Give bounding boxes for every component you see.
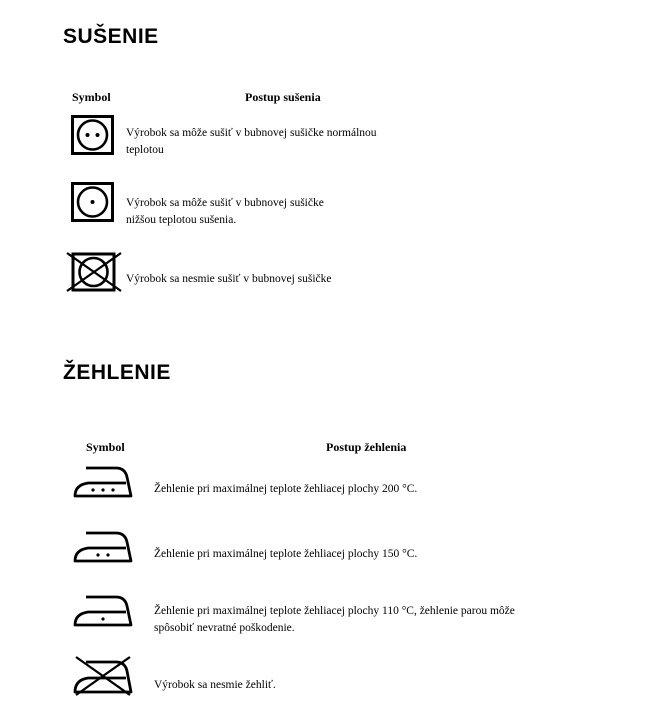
do-not-iron-icon bbox=[70, 655, 136, 697]
drying-row-2-line-2: nižšou teplotou sušenia. bbox=[126, 214, 237, 226]
drying-row-1-line-1: Výrobok sa môže sušiť v bubnovej sušičke normálnou bbox=[126, 127, 377, 139]
drying-row-1-line-2: teplotou bbox=[126, 144, 164, 156]
do-not-tumble-dry-icon bbox=[66, 251, 122, 293]
drying-heading: SUŠENIE bbox=[63, 25, 159, 48]
ironing-row-3-line-2: spôsobiť nevratné poškodenie. bbox=[154, 622, 295, 634]
drying-row-1-description bbox=[126, 125, 377, 159]
ironing-heading: ŽEHLENIE bbox=[63, 361, 171, 384]
ironing-symbol-column-header: Symbol bbox=[86, 440, 125, 454]
ironing-row-1-description: Žehlenie pri maximálnej teplote žehliacej plochy 200 °C. bbox=[154, 483, 418, 495]
drying-row-2-description bbox=[126, 195, 324, 229]
ironing-row-2-description: Žehlenie pri maximálnej teplote žehliacej plochy 150 °C. bbox=[154, 548, 418, 560]
ironing-row-4-description: Výrobok sa nesmie žehliť. bbox=[154, 679, 276, 691]
tumble-dry-normal-icon bbox=[71, 115, 114, 155]
ironing-row-3-description bbox=[154, 603, 515, 637]
tumble-dry-low-icon bbox=[71, 182, 114, 222]
ironing-row-3-line-1: Žehlenie pri maximálnej teplote žehliacej plochy 110 °C, žehlenie parou môže bbox=[154, 605, 515, 617]
iron-low-icon bbox=[72, 592, 134, 628]
ironing-procedure-column-header: Postup žehlenia bbox=[326, 440, 407, 454]
drying-row-2-line-1: Výrobok sa môže sušiť v bubnovej sušičke bbox=[126, 197, 324, 209]
drying-procedure-column-header: Postup sušenia bbox=[245, 90, 321, 104]
iron-medium-icon bbox=[72, 528, 134, 564]
drying-row-3-description: Výrobok sa nesmie sušiť v bubnovej sušičke bbox=[126, 273, 332, 285]
drying-symbol-column-header: Symbol bbox=[72, 90, 111, 104]
iron-high-icon bbox=[72, 463, 134, 499]
